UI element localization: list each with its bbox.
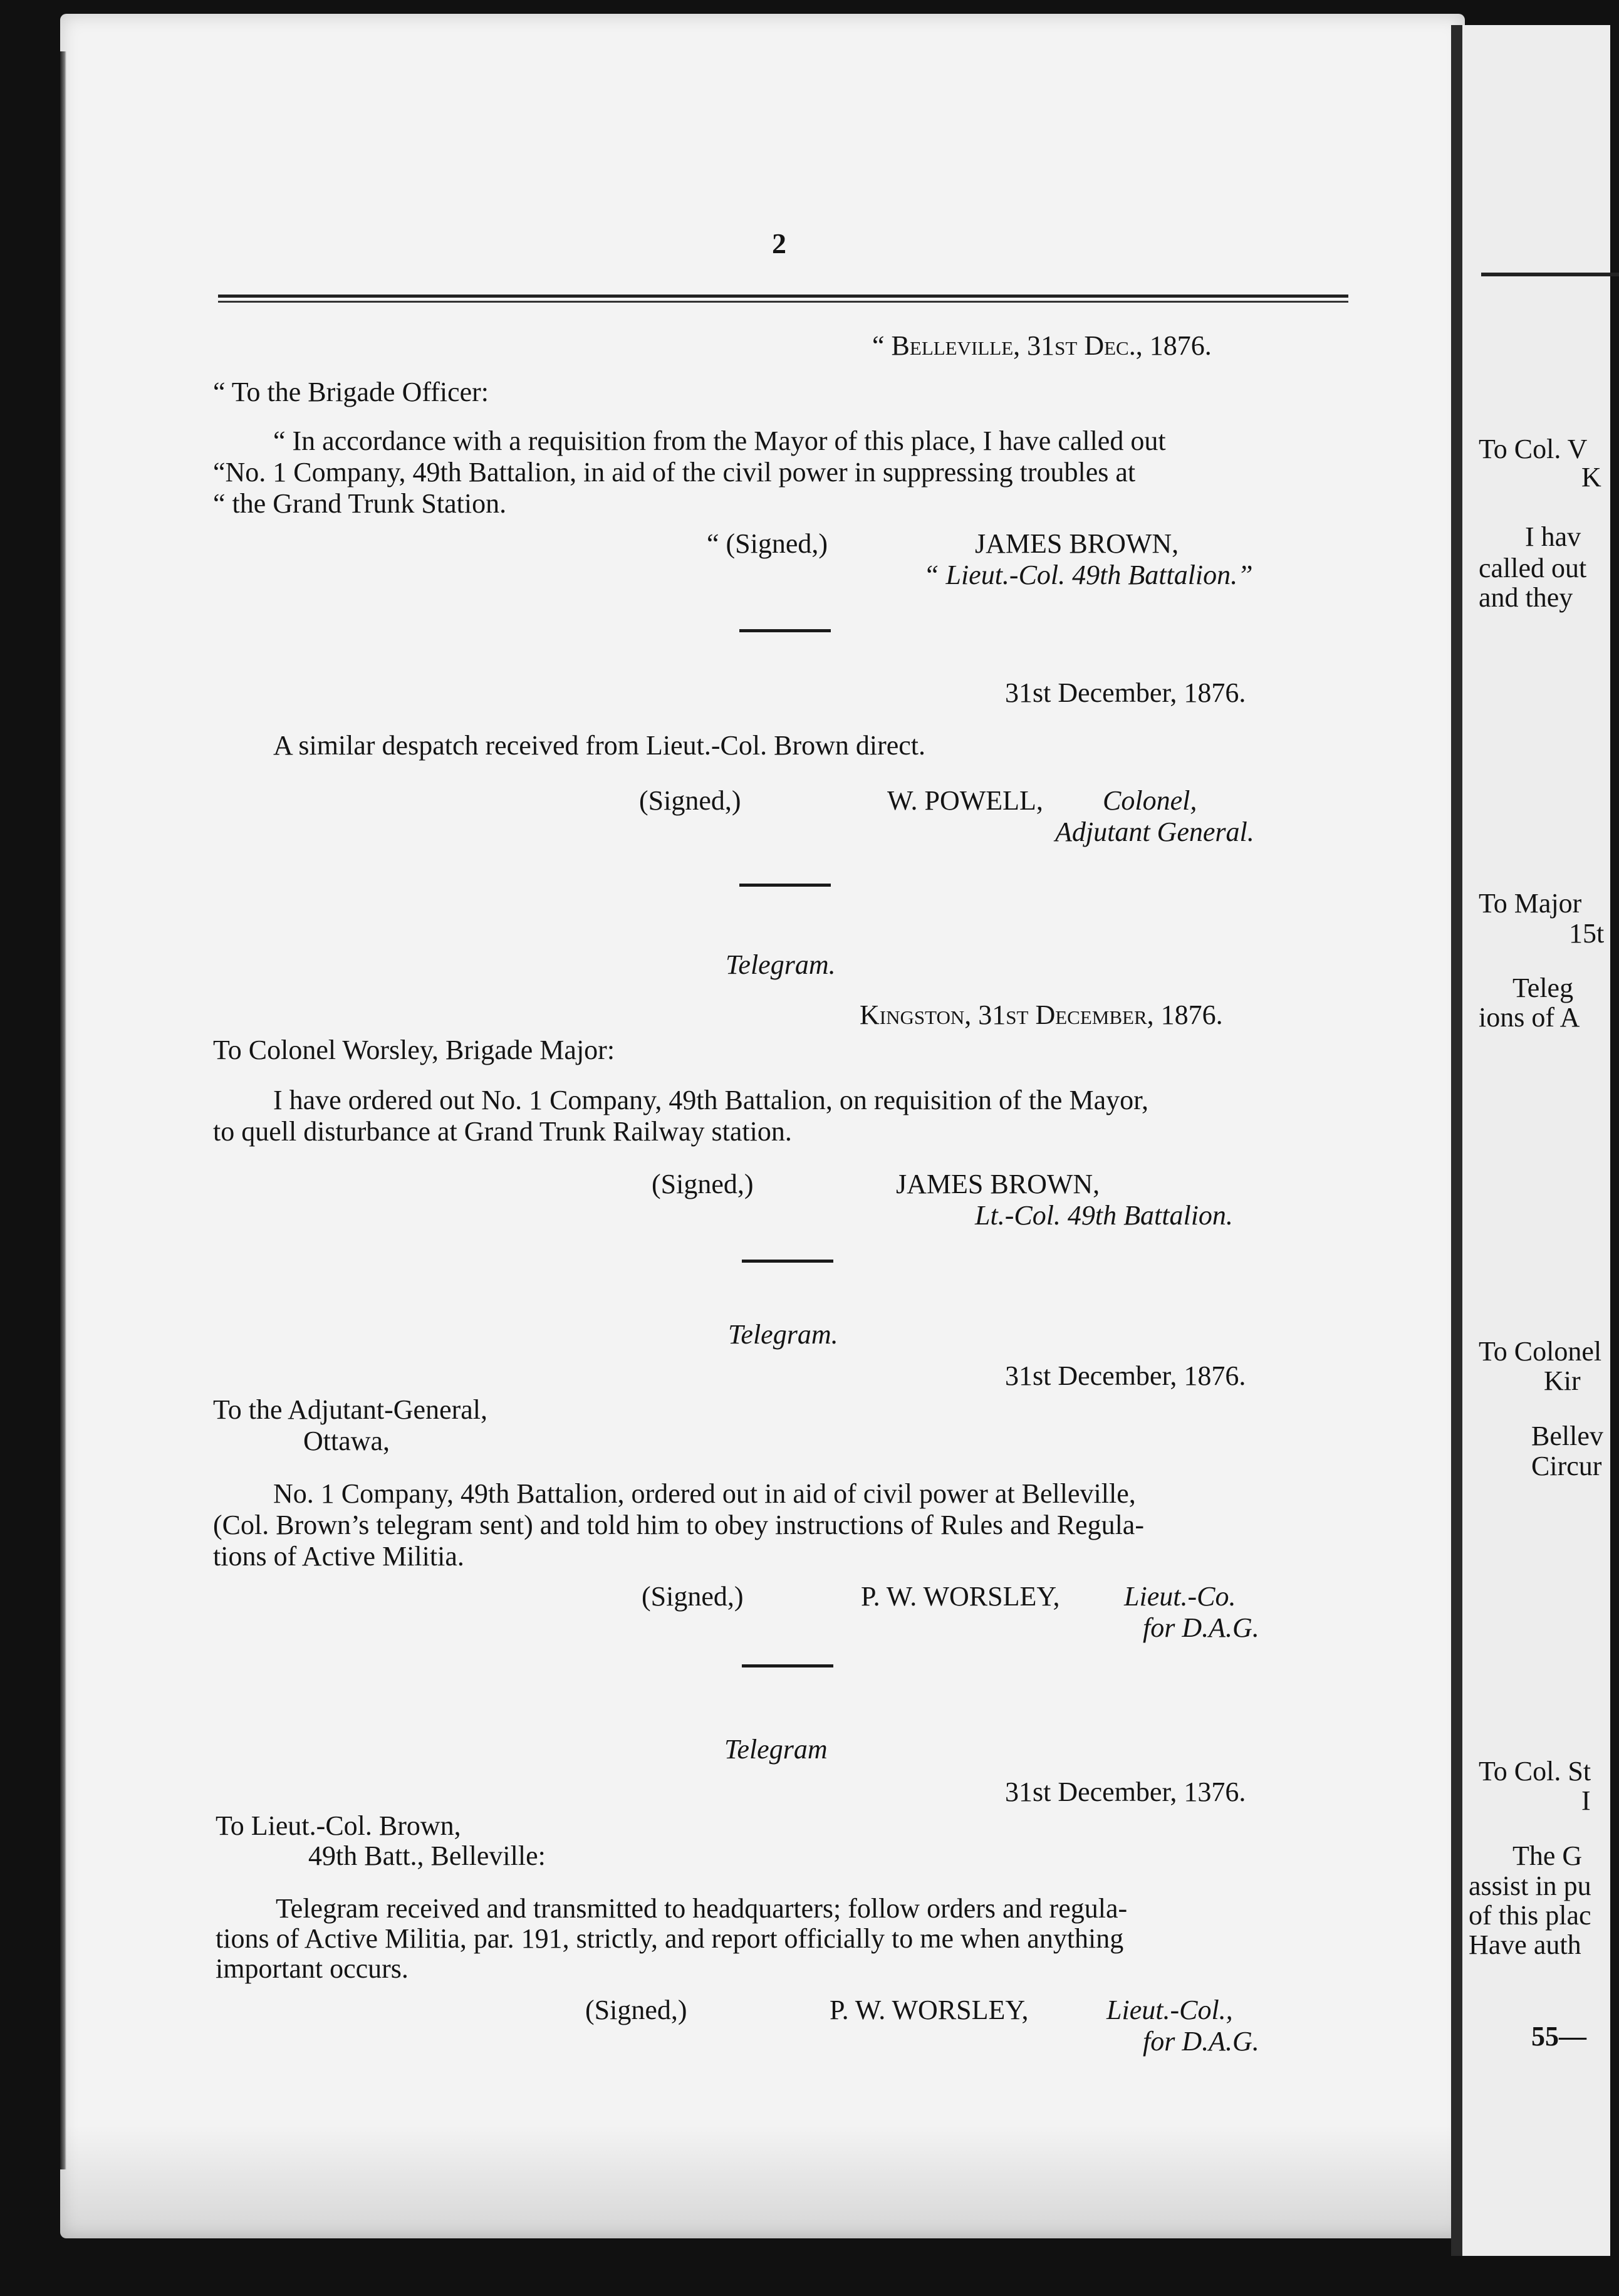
fragment: Have auth (1469, 1929, 1581, 1960)
body-line: tions of Active Militia, par. 191, strictly, and report officially to me when anything (216, 1923, 1124, 1954)
fragment: To Colonel (1479, 1336, 1602, 1367)
signer-title: for D.A.G. (1143, 2026, 1259, 2057)
header-rule (218, 295, 1348, 298)
fragment: To Col. V (1479, 434, 1588, 464)
signer-title: Adjutant General. (1055, 817, 1254, 847)
body-line: (Col. Brown’s telegram sent) and told him to obey instructions of Rules and Regula- (213, 1510, 1144, 1540)
fragment: To Col. St (1479, 1756, 1591, 1787)
fragment: K (1581, 462, 1601, 493)
signed-label: (Signed,) (652, 1169, 754, 1199)
signer-name: JAMES BROWN, (896, 1169, 1100, 1199)
salutation-line-2: Ottawa, (303, 1426, 390, 1456)
signed-label: (Signed,) (639, 785, 741, 816)
fragment: assist in pu (1469, 1871, 1591, 1901)
fragment: Bellev (1531, 1421, 1603, 1451)
signer-title: Lt.-Col. 49th Battalion. (975, 1200, 1233, 1231)
salutation: To Colonel Worsley, Brigade Major: (213, 1035, 615, 1065)
adjacent-page-rule (1481, 273, 1619, 276)
fragment: 15t (1569, 918, 1605, 949)
header-rule-secondary (218, 301, 1348, 303)
page-number: 2 (772, 227, 786, 259)
body-line: I have ordered out No. 1 Company, 49th Battalion, on requisition of the Mayor, (273, 1085, 1148, 1115)
body-line: important occurs. (216, 1953, 409, 1984)
date-line: Kingston, 31st December, 1876. (860, 999, 1223, 1030)
signed-label: “ (Signed,) (707, 528, 828, 559)
date-line: 31st December, 1376. (1005, 1777, 1246, 1807)
separator (739, 884, 831, 887)
signer-name: JAMES BROWN, (975, 528, 1179, 559)
fragment: Circur (1531, 1451, 1602, 1481)
signer-name: P. W. WORSLEY, (861, 1581, 1060, 1612)
separator (742, 1260, 833, 1263)
signer-rank: Lieut.-Co. (1124, 1581, 1236, 1612)
date-line: 31st December, 1876. (1005, 1360, 1246, 1391)
separator (739, 629, 831, 632)
fragment: called out (1479, 553, 1587, 583)
signer-name: P. W. WORSLEY, (830, 1995, 1029, 2025)
fragment: of this plac (1469, 1900, 1591, 1931)
body-line: No. 1 Company, 49th Battalion, ordered out in aid of civil power at Belleville, (273, 1478, 1136, 1509)
fragment: 55— (1531, 2021, 1586, 2052)
body-line: “ In accordance with a requisition from the Mayor of this place, I have called out (273, 425, 1166, 456)
body-line: to quell disturbance at Grand Trunk Railway station. (213, 1116, 792, 1147)
salutation: To Lieut.-Col. Brown, (216, 1810, 461, 1841)
page-spine-shadow (60, 51, 66, 2169)
fragment: Teleg (1512, 973, 1574, 1003)
page-bottom-shade (60, 2126, 1465, 2238)
telegram-heading: Telegram. (726, 949, 836, 980)
telegram-heading: Telegram (724, 1734, 828, 1765)
body-line: “No. 1 Company, 49th Battalion, in aid of the civil power in suppressing troubles at (213, 457, 1136, 488)
signer-rank: Lieut.-Col., (1106, 1995, 1233, 2025)
body-line: “ the Grand Trunk Station. (213, 488, 507, 519)
adjacent-page (1451, 25, 1610, 2256)
fragment: and they (1479, 582, 1573, 613)
signer-name: W. POWELL, (887, 785, 1043, 816)
body-line: A similar despatch received from Lieut.-Col. Brown direct. (273, 730, 926, 761)
signer-rank: Colonel, (1103, 785, 1197, 816)
salutation-line-2: 49th Batt., Belleville: (308, 1840, 546, 1871)
telegram-heading: Telegram. (728, 1319, 838, 1350)
separator (742, 1664, 833, 1667)
salutation: To the Adjutant-General, (213, 1394, 488, 1425)
date-line: “ Belleville, 31st Dec., 1876. (872, 330, 1212, 361)
date-line: 31st December, 1876. (1005, 677, 1246, 708)
signer-title: for D.A.G. (1143, 1612, 1259, 1643)
body-line: Telegram received and transmitted to headquarters; follow orders and regula- (276, 1893, 1128, 1924)
fragment: Kir (1544, 1365, 1581, 1396)
fragment: I (1581, 1785, 1591, 1816)
salutation: “ To the Brigade Officer: (213, 377, 489, 407)
fragment: ions of A (1479, 1002, 1580, 1033)
signed-label: (Signed,) (585, 1995, 687, 2025)
fragment: The G (1512, 1840, 1583, 1871)
fragment: I hav (1525, 521, 1581, 552)
signed-label: (Signed,) (642, 1581, 744, 1612)
fragment: To Major (1479, 888, 1582, 919)
body-line: tions of Active Militia. (213, 1541, 464, 1572)
signer-title: “ Lieut.-Col. 49th Battalion.” (924, 560, 1253, 590)
